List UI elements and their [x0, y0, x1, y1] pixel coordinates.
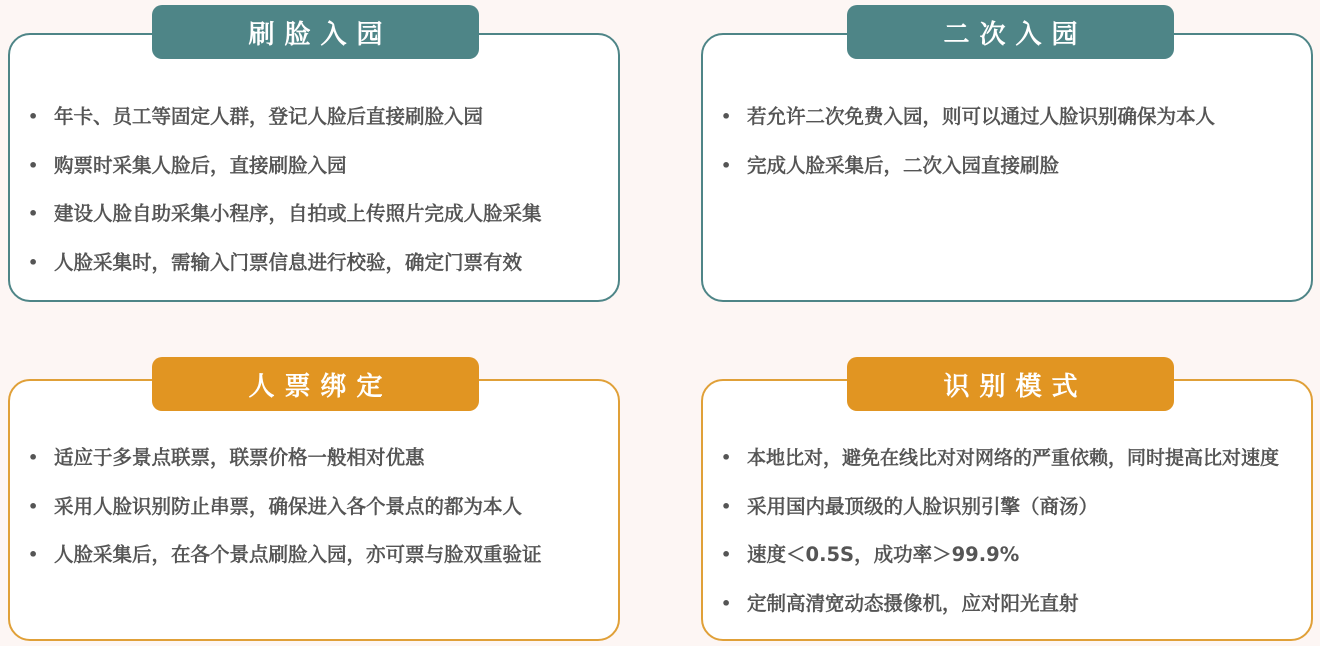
- bullet-icon: •: [28, 496, 39, 516]
- list-item-text: 人脸采集后，在各个景点刷脸入园，亦可票与脸双重验证: [54, 543, 542, 566]
- list-item-text: 购票时采集人脸后，直接刷脸入园: [54, 153, 347, 177]
- list-item: [8, 542, 542, 591]
- bullet-icon: •: [28, 204, 39, 223]
- list-item-text: 本地比对，避免在线比对对网络的严重依赖，同时提高比对速度: [747, 447, 1280, 469]
- list-item-text: 采用国内最顶级的人脸识别引擎（商汤）: [747, 494, 1099, 518]
- bullet-icon: •: [721, 448, 732, 467]
- list-item: [8, 494, 542, 543]
- bullet-icon: •: [28, 545, 39, 564]
- list-item: [8, 104, 542, 153]
- list-item-text: 适应于多景点联票，联票价格一般相对优惠: [54, 446, 425, 469]
- bullet-icon: •: [721, 593, 732, 613]
- list-item-text: 年卡、员工等固定人群，登记人脸后直接刷脸入园: [54, 105, 484, 128]
- bullet-icon: •: [28, 107, 39, 126]
- list-item-text: 若允许二次免费入园，则可以通过人脸识别确保为本人: [747, 105, 1216, 128]
- panel-second-entry-list: [701, 104, 1215, 201]
- panel-recognition-mode-title: 识别模式: [847, 357, 1174, 411]
- panel-ticket-binding-list: [8, 445, 542, 591]
- list-item: [701, 153, 1215, 202]
- list-item: [8, 250, 542, 299]
- list-item: [701, 591, 1279, 640]
- list-item: [701, 494, 1279, 543]
- list-item: [701, 445, 1279, 494]
- panel-second-entry-title: 二次入园: [847, 5, 1174, 59]
- list-item-text: 人脸采集时，需输入门票信息进行校验，确定门票有效: [54, 250, 523, 274]
- list-item-text: 速度＜0.5S，成功率＞99.9%: [747, 543, 1020, 566]
- list-item-text: 建设人脸自助采集小程序，自拍或上传照片完成人脸采集: [54, 202, 542, 225]
- list-item: [701, 542, 1279, 591]
- bullet-icon: •: [28, 155, 39, 175]
- panel-ticket-binding-title: 人票绑定: [152, 357, 479, 411]
- bullet-icon: •: [721, 496, 732, 516]
- list-item: [8, 445, 542, 494]
- list-item: [8, 201, 542, 250]
- bullet-icon: •: [721, 107, 732, 126]
- bullet-icon: •: [28, 448, 39, 467]
- bullet-icon: •: [721, 545, 732, 564]
- bullet-icon: •: [28, 252, 39, 272]
- list-item-text: 完成人脸采集后，二次入园直接刷脸: [747, 153, 1060, 177]
- list-item: [8, 153, 542, 202]
- panel-recognition-mode-list: [701, 445, 1279, 639]
- list-item-text: 定制高清宽动态摄像机，应对阳光直射: [747, 591, 1079, 615]
- list-item: [701, 104, 1215, 153]
- panel-face-entry-list: [8, 104, 542, 298]
- bullet-icon: •: [721, 155, 732, 175]
- panel-face-entry-title: 刷脸入园: [152, 5, 479, 59]
- list-item-text: 采用人脸识别防止串票，确保进入各个景点的都为本人: [54, 494, 523, 518]
